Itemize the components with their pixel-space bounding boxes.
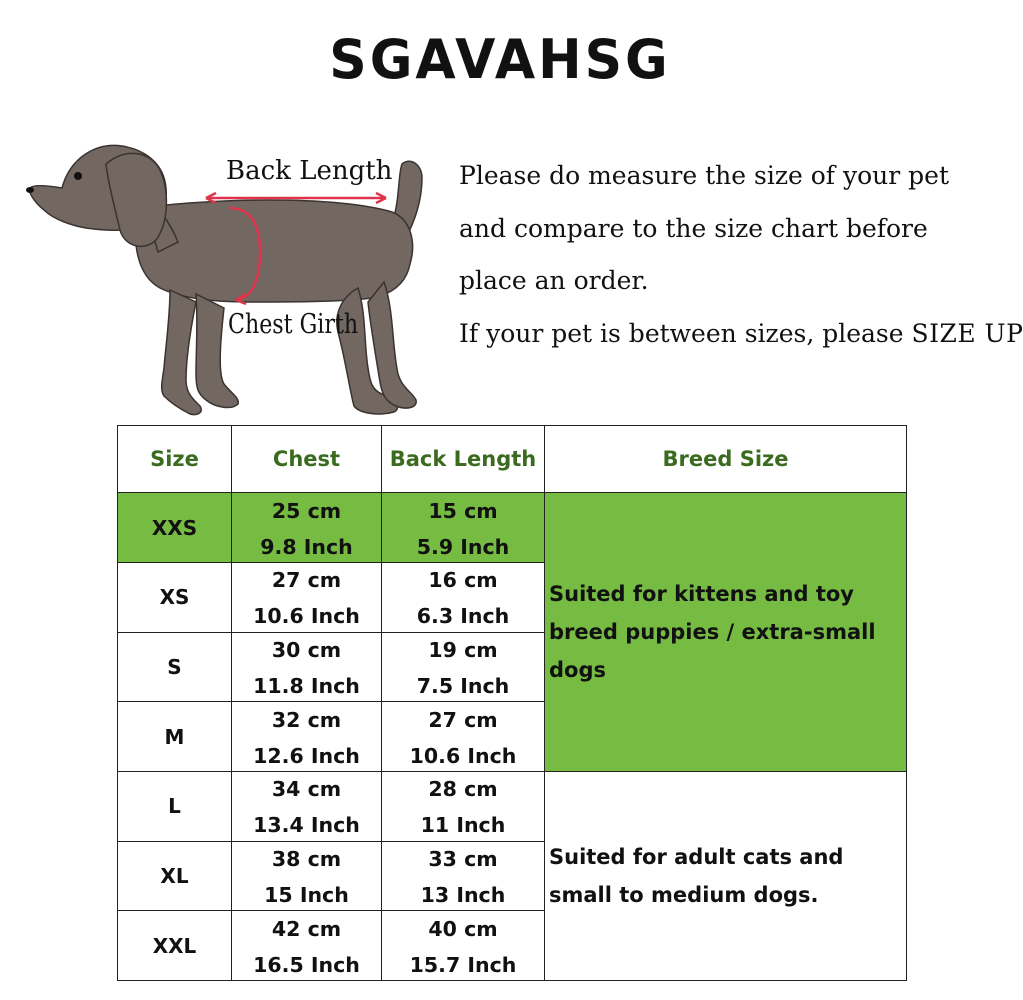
back-inch: 7.5 Inch [416, 673, 510, 698]
back-length-cell [382, 702, 545, 772]
header-back-length: Back Length [382, 426, 545, 493]
table-header-row [118, 426, 907, 493]
chest-girth-label: Chest Girth [228, 309, 359, 340]
back-inch: 13 Inch [420, 882, 506, 907]
chest-cell [232, 771, 382, 841]
chest-inch: 10.6 Inch [253, 604, 360, 629]
chest-inch: 16.5 Inch [253, 952, 360, 977]
size-cell: S [118, 632, 232, 702]
back-length-label: Back Length [226, 156, 393, 186]
chest-cell [232, 493, 382, 563]
back-cm: 28 cm [428, 777, 498, 802]
size-chart-table [117, 425, 907, 981]
instruction-text: If your pet is between sizes, please [459, 318, 912, 348]
brand-title: SGAVAHSG [329, 28, 671, 92]
back-inch: 5.9 Inch [416, 534, 510, 559]
back-cm: 19 cm [428, 637, 498, 662]
back-length-cell [382, 841, 545, 911]
instruction-line: and compare to the size chart before [459, 213, 928, 243]
back-length-cell [382, 493, 545, 563]
size-up-emphasis: SIZE UP [911, 318, 1023, 348]
chest-cm: 25 cm [271, 498, 342, 523]
chest-cell [232, 702, 382, 772]
chest-cm: 34 cm [271, 777, 342, 802]
size-cell: XL [118, 841, 232, 911]
chest-inch: 9.8 Inch [260, 534, 353, 559]
back-cm: 16 cm [428, 568, 498, 593]
chest-inch: 11.8 Inch [253, 673, 360, 698]
size-cell: XS [118, 562, 232, 632]
chest-cell [232, 841, 382, 911]
back-length-cell [382, 771, 545, 841]
chest-cell [232, 632, 382, 702]
chest-inch: 13.4 Inch [253, 813, 360, 838]
chest-cm: 27 cm [271, 568, 342, 593]
header-breed-size: Breed Size [545, 426, 907, 493]
header-size: Size [118, 426, 232, 493]
chest-cm: 32 cm [271, 707, 342, 732]
instruction-line: place an order. [459, 266, 649, 295]
measurement-instructions [459, 150, 1023, 360]
back-inch: 15.7 Inch [409, 952, 517, 977]
back-length-cell [382, 562, 545, 632]
size-cell: L [118, 771, 232, 841]
chest-cm: 42 cm [271, 916, 342, 941]
instruction-line [459, 308, 1023, 361]
breed-size-large-cell: Suited for adult cats and small to medium dogs. [545, 771, 907, 980]
back-inch: 10.6 Inch [409, 743, 517, 768]
chest-cm: 38 cm [271, 846, 342, 871]
back-inch: 11 Inch [420, 813, 506, 838]
back-cm: 27 cm [428, 707, 498, 732]
table-row [118, 493, 907, 563]
size-cell: M [118, 702, 232, 772]
size-cell: XXS [118, 493, 232, 563]
instruction-line: Please do measure the size of your pet [459, 161, 950, 190]
chest-cell [232, 562, 382, 632]
breed-size-small-cell: Suited for kittens and toy breed puppies / extra-small dogs [545, 493, 907, 772]
chest-inch: 12.6 Inch [253, 743, 360, 768]
size-cell: XXL [118, 911, 232, 981]
chest-cm: 30 cm [271, 637, 342, 662]
header-chest: Chest [232, 426, 382, 493]
back-inch: 6.3 Inch [416, 604, 510, 629]
dog-eye [74, 172, 82, 180]
back-length-cell [382, 911, 545, 981]
chest-inch: 15 Inch [264, 882, 349, 907]
table-row [118, 771, 907, 841]
dog-nose [26, 187, 34, 193]
back-cm: 15 cm [428, 498, 498, 523]
back-length-cell [382, 632, 545, 702]
back-cm: 33 cm [428, 846, 498, 871]
chest-cell [232, 911, 382, 981]
back-cm: 40 cm [428, 916, 498, 941]
